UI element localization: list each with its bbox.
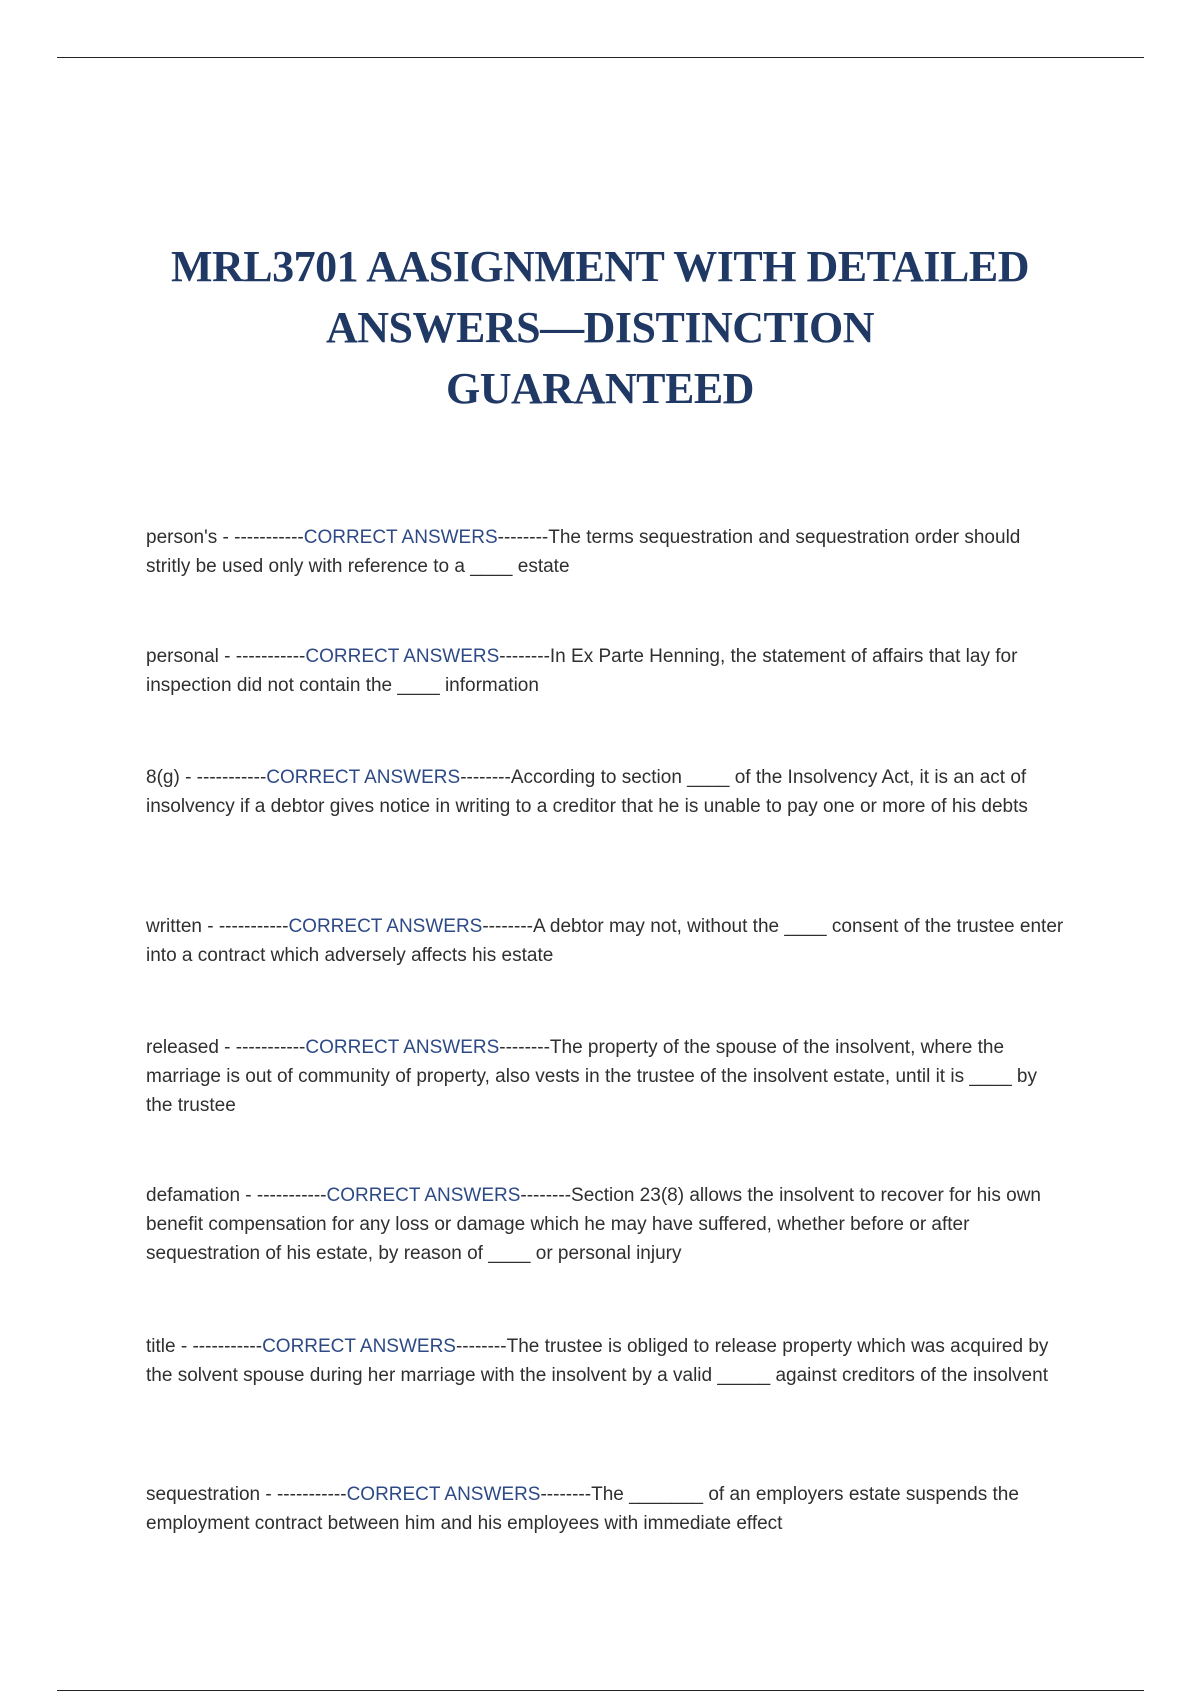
title-line-2: ANSWERS—DISTINCTION [326, 303, 874, 352]
qa-separator: - ----------- [260, 1484, 347, 1505]
qa-answer: written [146, 916, 202, 937]
correct-answers-marker: CORRECT ANSWERS [262, 1336, 456, 1357]
correct-answers-marker: CORRECT ANSWERS [288, 916, 483, 937]
title-line-3: GUARANTEED [446, 364, 754, 413]
qa-question: The terms sequestration and sequestration order should stritly be used only with reference to a ____ estate [146, 527, 1021, 577]
qa-separator: -------- [455, 1336, 507, 1357]
top-rule [57, 57, 1144, 58]
qa-answer: sequestration [146, 1484, 261, 1505]
qa-separator: -------- [520, 1185, 572, 1206]
qa-item [146, 1332, 1066, 1390]
qa-separator: - ----------- [201, 916, 289, 937]
qa-separator: -------- [499, 1037, 550, 1058]
qa-separator: - ----------- [175, 1336, 263, 1357]
qa-answer: released [146, 1037, 219, 1058]
qa-item [146, 1181, 1066, 1268]
qa-separator: - ----------- [218, 1037, 306, 1058]
qa-separator: -------- [460, 767, 511, 788]
qa-question: According to section ____ of the Insolvency Act, it is an act of insolvency if a debtor gives notice in writing to a creditor that he is unable to pay one or more of his debts [146, 767, 1028, 817]
qa-answer: personal [146, 646, 219, 667]
qa-answer: 8(g) [146, 767, 180, 788]
correct-answers-marker: CORRECT ANSWERS [305, 1037, 500, 1058]
qa-item [146, 912, 1066, 970]
qa-separator: - ----------- [217, 527, 304, 548]
qa-item [146, 763, 1066, 821]
correct-answers-marker: CORRECT ANSWERS [326, 1185, 521, 1206]
correct-answers-marker: CORRECT ANSWERS [266, 767, 461, 788]
qa-item [146, 642, 1066, 700]
qa-question: In Ex Parte Henning, the statement of affairs that lay for inspection did not contain the ____ information [146, 646, 1018, 696]
qa-separator: - ----------- [240, 1185, 327, 1206]
correct-answers-marker: CORRECT ANSWERS [303, 527, 498, 548]
correct-answers-marker: CORRECT ANSWERS [305, 646, 500, 667]
qa-separator: -------- [497, 527, 549, 548]
title-line-1: MRL3701 AASIGNMENT WITH DETAILED [170, 242, 1030, 291]
qa-item [146, 1033, 1066, 1120]
qa-question: The _______ of an employers estate suspends the employment contract between him and his employees with immediate effect [146, 1484, 1019, 1534]
qa-item [146, 1480, 1066, 1538]
qa-separator: -------- [499, 646, 550, 667]
qa-separator: - ----------- [179, 767, 267, 788]
qa-answer: person's [146, 527, 218, 548]
qa-question: The property of the spouse of the insolvent, where the marriage is out of community of property, also vests in the trustee of the insolvent estate, until it is ____ by the trustee [146, 1037, 1037, 1116]
qa-question: Section 23(8) allows the insolvent to recover for his own benefit compensation for any loss or damage which he may have suffered, whether before or after sequestration of his estate, by reason of ____ or personal injury [146, 1185, 1041, 1264]
document-title [100, 236, 1100, 419]
qa-separator: -------- [482, 916, 533, 937]
qa-question: The trustee is obliged to release property which was acquired by the solvent spouse during her marriage with the insolvent by a valid _____ against creditors of the insolvent [146, 1336, 1049, 1386]
qa-answer: defamation [146, 1185, 241, 1206]
qa-question: A debtor may not, without the ____ consent of the trustee enter into a contract which adversely affects his estate [146, 916, 1064, 966]
qa-answer: title [146, 1336, 176, 1357]
qa-item [146, 523, 1066, 581]
correct-answers-marker: CORRECT ANSWERS [346, 1484, 541, 1505]
qa-separator: -------- [540, 1484, 592, 1505]
bottom-rule [57, 1690, 1144, 1691]
qa-separator: - ----------- [218, 646, 306, 667]
